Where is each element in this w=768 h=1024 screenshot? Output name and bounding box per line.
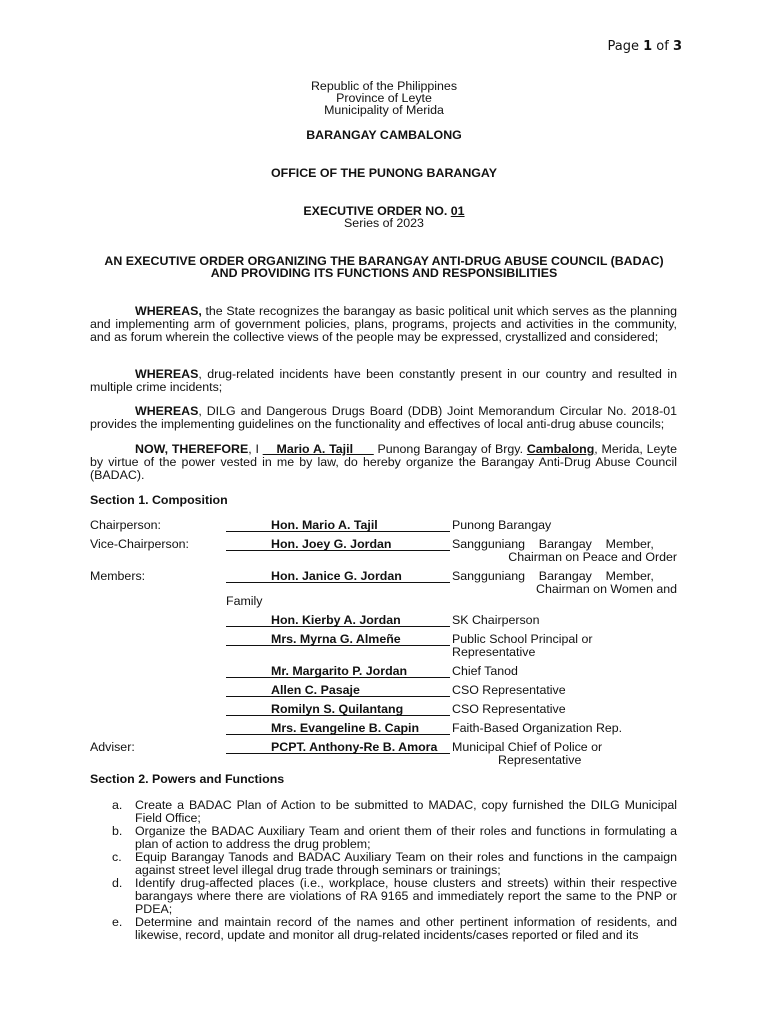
whereas-clause-2: WHEREAS, drug-related incidents have been constantly present in our country and resulted in multiple crime incidents; [90, 367, 677, 394]
executive-order-number: EXECUTIVE ORDER NO. 01 [303, 204, 465, 218]
page-number: Page 1 of 3 [607, 39, 682, 54]
whereas-clause-3: WHEREAS, DILG and Dangerous Drugs Board (DDB) Joint Memorandum Circular No. 2018-01 provides the implementing guidelines on the functionality and effectives of local anti-drug abuse councils; [90, 404, 677, 431]
header-province: Province of Leyte [336, 91, 432, 105]
member-row: Chairperson: Hon. Mario A. Tajil Punong Barangay [90, 518, 552, 532]
member-row: Romilyn S. Quilantang CSO Representative [90, 703, 690, 717]
member-row-continuation: Family [226, 594, 263, 608]
list-item: b. Organize the BADAC Auxiliary Team and orient them of their roles and functions in formulating a plan of action to address the drug problem; [112, 824, 677, 851]
whereas-clause-1: WHEREAS, the State recognizes the barangay as basic political unit which serves as the planning and implementing arm of government policies, plans, programs, projects and activities in the community, and as forum wherein the collective views of the people may be expressed, crystallized and considered; [90, 304, 677, 344]
list-item: c. Equip Barangay Tanods and BADAC Auxiliary Team on their roles and functions in the campaign against street level illegal drug trade through seminars or trainings; [112, 850, 677, 877]
member-row: Adviser: PCPT. Anthony-Re B. Amora Municipal Chief of Police or Representative [90, 740, 603, 767]
header-barangay: BARANGAY CAMBALONG [306, 128, 462, 142]
member-row: Allen C. Pasaje CSO Representative [90, 684, 690, 698]
header-municipality: Municipality of Merida [324, 103, 444, 117]
section-1-heading: Section 1. Composition [90, 493, 228, 507]
member-row: Vice-Chairperson: Hon. Joey G. Jordan Sangguniang Barangay Member, Chairman on Peace and Order [90, 537, 677, 564]
now-therefore-clause: NOW, THEREFORE, I __Mario A. Tajil___ Punong Barangay of Brgy. Cambalong, Merida, Leyte by virtue of the power vested in me by law, do hereby organize the Barangay Anti-Drug Abuse Council (BADAC). [90, 442, 677, 482]
order-title-line1: AN EXECUTIVE ORDER ORGANIZING THE BARANGAY ANTI-DRUG ABUSE COUNCIL (BADAC) [104, 254, 664, 268]
header-office: OFFICE OF THE PUNONG BARANGAY [270, 166, 498, 180]
member-row: Mrs. Myrna G. Almeñe Public School Principal or Representative [90, 633, 690, 647]
order-title-line2: AND PROVIDING ITS FUNCTIONS AND RESPONSIBILITIES [210, 266, 558, 280]
member-row: Hon. Kierby A. Jordan SK Chairperson [90, 614, 690, 628]
list-item: e. Determine and maintain record of the names and other pertinent information of residents, and likewise, record, update and monitor all drug-related incidents/cases reported or filed and its [112, 915, 677, 942]
list-item: d. Identify drug-affected places (i.e., workplace, house clusters and streets) within their respective barangays where there are violations of RA 9165 and immediately report the same to the PNP or PDEA; [112, 876, 677, 916]
series-year: Series of 2023 [344, 216, 424, 230]
member-row: Members: Hon. Janice G. Jordan Sangguniang Barangay Member, Chairman on Women and [90, 569, 677, 596]
functions-list [90, 799, 677, 942]
member-row: Mrs. Evangeline B. Capin Faith-Based Organization Rep. [90, 722, 690, 736]
header-republic: Republic of the Philippines [310, 79, 458, 93]
section-2-heading: Section 2. Powers and Functions [90, 772, 285, 786]
member-row: Mr. Margarito P. Jordan Chief Tanod [90, 665, 690, 679]
list-item: a. Create a BADAC Plan of Action to be submitted to MADAC, copy furnished the DILG Municipal Field Office; [112, 798, 677, 825]
